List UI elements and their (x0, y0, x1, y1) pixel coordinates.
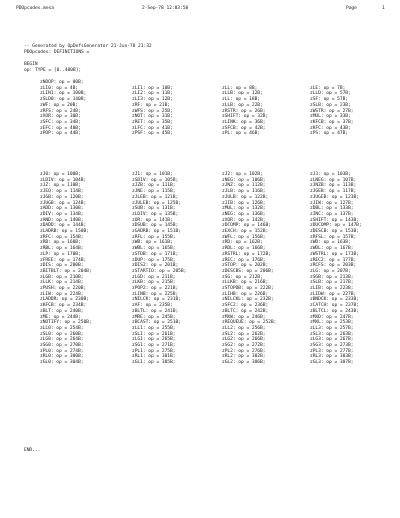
opcode-entry: zBCAST: op = 251B; (132, 320, 181, 326)
opcode-entry: zGL0: op = 304B; (40, 360, 84, 366)
opcode-entry: zWSTRL: op = 173B; (310, 251, 359, 257)
opcode-entry: zSF: op = 57B; (310, 97, 349, 103)
opcode-entry: zWDL: op = 167B; (310, 246, 354, 252)
opcode-entry: zEXCH: op = 152B; (222, 229, 269, 234)
opcode-entry: zSUB: op = 131B; (132, 206, 176, 212)
opcode-entry: zWSTR: op = 27B; (310, 108, 354, 114)
opcode-entry: zJNE: op = 115B; (132, 189, 176, 195)
opcode-entry: zLL: op = 18B; (222, 97, 261, 103)
opcode-entry: zREC: op = 176B; (222, 257, 266, 263)
opcode-entry: zMXW: op = 246B; (222, 314, 266, 320)
opcode-entry: zLLK: op = 214B; (40, 280, 84, 286)
opcode-entry: zLIN1: op = 100B; (40, 91, 87, 97)
opcode-entry: zSL1: op = 261B; (132, 331, 176, 337)
opcode-entry: zJNZB: op = 113B; (310, 183, 357, 189)
opcode-entry: zPUSH: op = 220B; (40, 286, 87, 291)
opcode-entry: zLIW: op = 224B; (40, 291, 84, 297)
opcode-entry: zJULB: op = 122B; (222, 194, 269, 200)
end-keyword: END... (24, 448, 41, 453)
opcode-row (0, 131, 400, 137)
opcode-entry: zLFC: op = 41B; (132, 125, 173, 131)
opcode-entry: zLG3: op = 267B; (310, 337, 354, 343)
opcode-entry: zPOP2: op = 221B; (132, 286, 179, 291)
opcode-entry: zJNZ: op = 112B; (222, 183, 266, 189)
header-filename: PDOpcodes.mesa (16, 6, 55, 11)
opcode-entry: zDIS2: op = 201B; (132, 263, 179, 269)
opcode-entry: zSTOPDB: op = 222B; (222, 286, 274, 291)
opcode-entry: zNILCK: op = 231B; (132, 297, 181, 303)
opcode-entry: zRDL: op = 166B; (222, 246, 266, 252)
opcode-entry: zPL: op = 46B; (222, 131, 261, 137)
begin-keyword: BEGIN (24, 62, 38, 67)
opcode-entry: zWFL: op = 156B; (222, 234, 266, 240)
opcode-entry: zRSTR: op = 26B; (222, 108, 266, 114)
opcode-entry: zRL0: op = 300B; (40, 354, 84, 360)
opcode-entry: zJ0: op = 100B; (40, 172, 81, 177)
opcode-entry: zLG2: op = 266B; (222, 337, 266, 343)
opcode-entry: zXOR: op = 142B; (222, 217, 266, 223)
opcode-entry: zLI1: op = 10B; (132, 85, 173, 91)
opcode-entry: zLDIV: op = 104B; (40, 177, 87, 183)
opcode-entry: zKFCB: op = 37B; (310, 119, 354, 125)
opcode-entry: zDIV: op = 134B; (40, 211, 84, 217)
opcode-entry: zSLB: op = 23B; (310, 102, 351, 108)
opcode-entry: zRSTRL: op = 172B; (222, 251, 271, 257)
opcode-entry: zCATCH: op = 237B; (310, 303, 359, 309)
opcode-entry: zJ1: op = 101B; (132, 172, 173, 177)
opcode-entry: zLE: op = 7B; (310, 85, 346, 91)
opcode-entry: zLIB: op = 223B; (310, 286, 354, 291)
opcode-entry: zSLD0: op = 140B; (40, 97, 87, 103)
opcode-entry: zLINB: op = 225B; (132, 291, 179, 297)
opcode-entry: zDBL: op = 133B; (310, 206, 354, 212)
opcode-entry: zSL0: op = 260B; (40, 331, 84, 337)
opcode-entry: zLDIV: op = 135B; (132, 211, 179, 217)
opcode-entry: zBNDCK: op = 233B; (310, 297, 359, 303)
opcode-entry: zJZ: op = 110B; (40, 183, 81, 189)
opcode-entry: zLLB: op = 12B; (222, 91, 263, 97)
opcode-entry: zPOP: op = 44B; (40, 131, 81, 137)
opcode-entry: zJIW: op = 127B; (310, 200, 354, 206)
opcode-entry: zDADD: op = 144B; (40, 223, 87, 229)
opcode-entry: zBLTC: op = 242B; (222, 308, 269, 314)
opcode-entry: zNOTIFY: op = 250B; (40, 320, 92, 326)
opcode-entry: zRB: op = 160B; (40, 240, 81, 246)
opcode-entry: zLI2: op = 11B; (132, 91, 173, 97)
opcode-entry: zLLB: op = 22B; (222, 102, 263, 108)
opcode-entry: zNEG: op = 136B; (222, 211, 266, 217)
opcode-entry: zWBL: op = 165B; (132, 246, 176, 252)
opcode-entry: zFREE: op = 174B; (40, 257, 87, 263)
opcode-entry: zLG0: op = 264B; (40, 337, 84, 343)
opcode-entry: zXOR: op = 30B; (40, 114, 81, 120)
opcode-entry: zSFC: op = 34B; (40, 119, 81, 125)
opcode-entry: zJULEB: op = 125B; (132, 200, 181, 206)
opcode-entry: zJ2: op = 102B; (222, 172, 263, 177)
opcode-entry: zREC2: op = 177B; (310, 257, 357, 263)
opcode-entry: zRFSL: op = 157B; (310, 234, 357, 240)
opcode-entry: zJUGB: op = 124B; (40, 200, 87, 206)
opcode-entry: zEFC: op = 40B; (40, 125, 81, 131)
opcode-entry: zMUL: op = 33B; (310, 114, 351, 120)
opcode-entry: zSL2: op = 262B; (222, 331, 266, 337)
opcode-row (0, 360, 400, 366)
opcode-entry: zDSUB: op = 145B; (132, 223, 179, 229)
opcode-entry: zGL2: op = 306B; (222, 360, 266, 366)
opcode-entry: zLKB: op = 215B; (132, 280, 176, 286)
opcode-entry: zKFCB: op = 234B; (40, 303, 87, 309)
generated-comment: -- Generated by OpDefsGenerator 21-Jun-78 21:32 (24, 44, 152, 49)
opcode-entry: zWD: op = 163B; (310, 240, 351, 246)
opcode-entry: zNILCKL: op = 232B; (222, 297, 274, 303)
opcode-entry: zLIHB: op = 226B; (222, 291, 269, 297)
opcode-entry: zAF: op = 235B; (132, 303, 173, 309)
opcode-entry: zSTOP: op = 202B; (222, 263, 269, 269)
opcode-entry: zBITBLT: op = 204B; (40, 268, 92, 274)
opcode-entry: zSG0: op = 270B; (40, 343, 84, 348)
opcode-entry: zKFC: op = 43B; (310, 125, 351, 131)
header-page-number: 1 (382, 6, 385, 11)
opcode-entry: zRL2: op = 302B; (222, 354, 266, 360)
opcode-entry: zPSF: op = 45B; (132, 131, 173, 137)
opcode-entry: zNEG: op = 106B; (222, 177, 266, 183)
opcode-entry: zRF: op = 21B; (132, 102, 171, 108)
opcode-entry: zJGEB: op = 117B; (310, 189, 357, 195)
opcode-entry: zDCOMP: op = 146B; (222, 223, 271, 229)
opcode-entry: zLL3: op = 257B; (310, 325, 354, 331)
opcode-entry: zLI3: op = 12B; (132, 97, 173, 103)
opcode-entry: zMRE: op = 245B; (132, 314, 176, 320)
opcode-entry: zSDIV: op = 105B; (132, 177, 179, 183)
opcode-entry: zSFC2: op = 236B; (222, 303, 269, 309)
opcode-entry: zJ3: op = 103B; (310, 172, 351, 177)
opcode-entry: zBLT: op = 240B; (40, 308, 84, 314)
opcode-entry: zGL3: op = 307B; (310, 360, 354, 366)
opcode-entry: zRFL: op = 155B; (132, 234, 176, 240)
opcode-entry: zRD: op = 162B; (222, 240, 263, 246)
opcode-entry: zJGB: op = 120B; (40, 194, 84, 200)
opcode-entry: zLG: op = 207B; (310, 268, 351, 274)
opcode-entry: zAND: op = 140B; (40, 217, 84, 223)
opcode-entry: zOR: op = 141B; (132, 217, 173, 223)
opcode-entry: zLNEG: op = 107B; (310, 177, 357, 183)
opcode-entry: zBLTCL: op = 243B; (310, 308, 359, 314)
opcode-entry: zGADRB: op = 151B; (132, 229, 181, 234)
opcode-entry: zPS: op = 47B; (310, 131, 349, 137)
opcode-entry: zJIB: op = 126B; (222, 200, 266, 206)
opcode-entry: zSTDB: op = 171B; (132, 251, 179, 257)
opcode-entry: zWB: op = 161B; (132, 240, 173, 246)
opcode-entry: zRCFS: op = 203B; (310, 263, 357, 269)
opcode-entry: zNOT: op = 31B; (132, 114, 173, 120)
opcode-entry: zINC: op = 137B; (310, 211, 354, 217)
opcode-entry: zLGD: op = 211B; (132, 274, 176, 280)
opcode-entry: zSFCB: op = 42B; (222, 125, 266, 131)
opcode-entry: zDUP: op = 175B; (132, 257, 176, 263)
opcode-entry: zSL3: op = 263B; (310, 331, 354, 337)
opcode-entry: zDESCB: op = 153B; (310, 229, 359, 234)
opcode-entry: zSGB: op = 213B; (310, 274, 354, 280)
opcode-entry: zLIDW: op = 227B; (310, 291, 357, 297)
opcode-entry: zJLEB: op = 121B; (132, 194, 179, 200)
opcode-entry: zRFC: op = 154B; (40, 234, 84, 240)
opcode-entry: zADD: op = 130B; (40, 206, 84, 212)
opcode-entry: zJUGEB: op = 123B; (310, 194, 359, 200)
opcode-entry: zLL2: op = 256B; (222, 325, 266, 331)
opcode-entry: zGL1: op = 305B; (132, 360, 176, 366)
opcode-entry: zLG1: op = 265B; (132, 337, 176, 343)
opcode-entry: zREQUEUE: op = 252B; (222, 320, 277, 326)
opcode-entry: zRFS: op = 24B; (40, 108, 81, 114)
opcode-entry: zSG2: op = 272B; (222, 343, 266, 348)
opcode-entry: zRET: op = 35B; (132, 119, 173, 125)
header-page-label: Page (346, 6, 357, 11)
opcode-entry: zSLB: op = 217B; (310, 280, 354, 286)
opcode-entry: zMXL: op = 253B; (310, 320, 354, 326)
opcode-entry: zLGB: op = 210B; (40, 274, 84, 280)
opcode-entry: zWF: op = 20B; (40, 102, 79, 108)
opcode-entry: zLINK: op = 36B; (222, 119, 266, 125)
opcode-entry: zJZB: op = 111B; (132, 183, 176, 189)
opcode-entry: zRBL: op = 164B; (40, 246, 84, 252)
opcode-entry: zSG3: op = 273B; (310, 343, 354, 348)
opcode-entry: zJLB: op = 116B; (222, 189, 266, 195)
opcode-entry: zMXD: op = 247B; (310, 314, 354, 320)
opcode-entry: zLL0: op = 254B; (40, 325, 84, 331)
opcode-entry: zPL0: op = 274B; (40, 348, 84, 354)
opcode-entry: zLLD: op = 57B; (310, 91, 351, 97)
header-date: 2-Sep-78 12:03:58 (142, 6, 189, 11)
opcode-entry: zRL1: op = 301B; (132, 354, 176, 360)
opcode-entry: zWFS: op = 25B; (132, 108, 173, 114)
opcode-entry: zDESCBS: op = 206B; (222, 268, 274, 274)
opcode-entry: zDIS: op = 200B; (40, 263, 84, 269)
opcode-entry: zJEQ: op = 114B; (40, 189, 84, 195)
opcode-entry: zSTARTIO: op = 205B; (132, 268, 187, 274)
opcode-entry: zLADDR: op = 230B; (40, 297, 89, 303)
opcode-entry: zDUCOMP: op = 147B; (310, 223, 362, 229)
opcode-entry: zPL1: op = 275B; (132, 348, 176, 354)
opcode-entry: zLLKB: op = 216B; (222, 280, 269, 286)
opcode-entry: zSG: op = 212B; (222, 274, 263, 280)
opcode-entry: zPL2: op = 276B; (222, 348, 266, 354)
opcode-entry: zBLTL: op = 241B; (132, 308, 179, 314)
opcode-entry: zSG1: op = 271B; (132, 343, 176, 348)
opcode-entry: zLL1: op = 255B; (132, 325, 176, 331)
opcode-entry: zSHIFT: op = 143B; (310, 217, 359, 223)
opcode-entry: zME: op = 244B; (40, 314, 81, 320)
opcode-entry: zLI0: op = 4B; (40, 85, 79, 91)
opcode-entry: zMUL: op = 132B; (222, 206, 266, 212)
definitions-line: PDOpcodes: DEFINITIONS = (24, 50, 90, 55)
opcode-entry: zPL3: op = 277B; (310, 348, 354, 354)
type-definition: op: TYPE = [0..400B]; (24, 68, 82, 73)
opcode-entry: zLL: op = 8B; (222, 85, 258, 91)
opcode-entry: zLP: op = 170B; (40, 251, 81, 257)
opcode-entry: zNOOP: op = 00B; (40, 80, 84, 85)
opcode-entry: zRL3: op = 303B; (310, 354, 354, 360)
opcode-entry: zSHIFT: op = 32B; (222, 114, 269, 120)
opcode-entry: zLADRB: op = 150B; (40, 229, 89, 234)
